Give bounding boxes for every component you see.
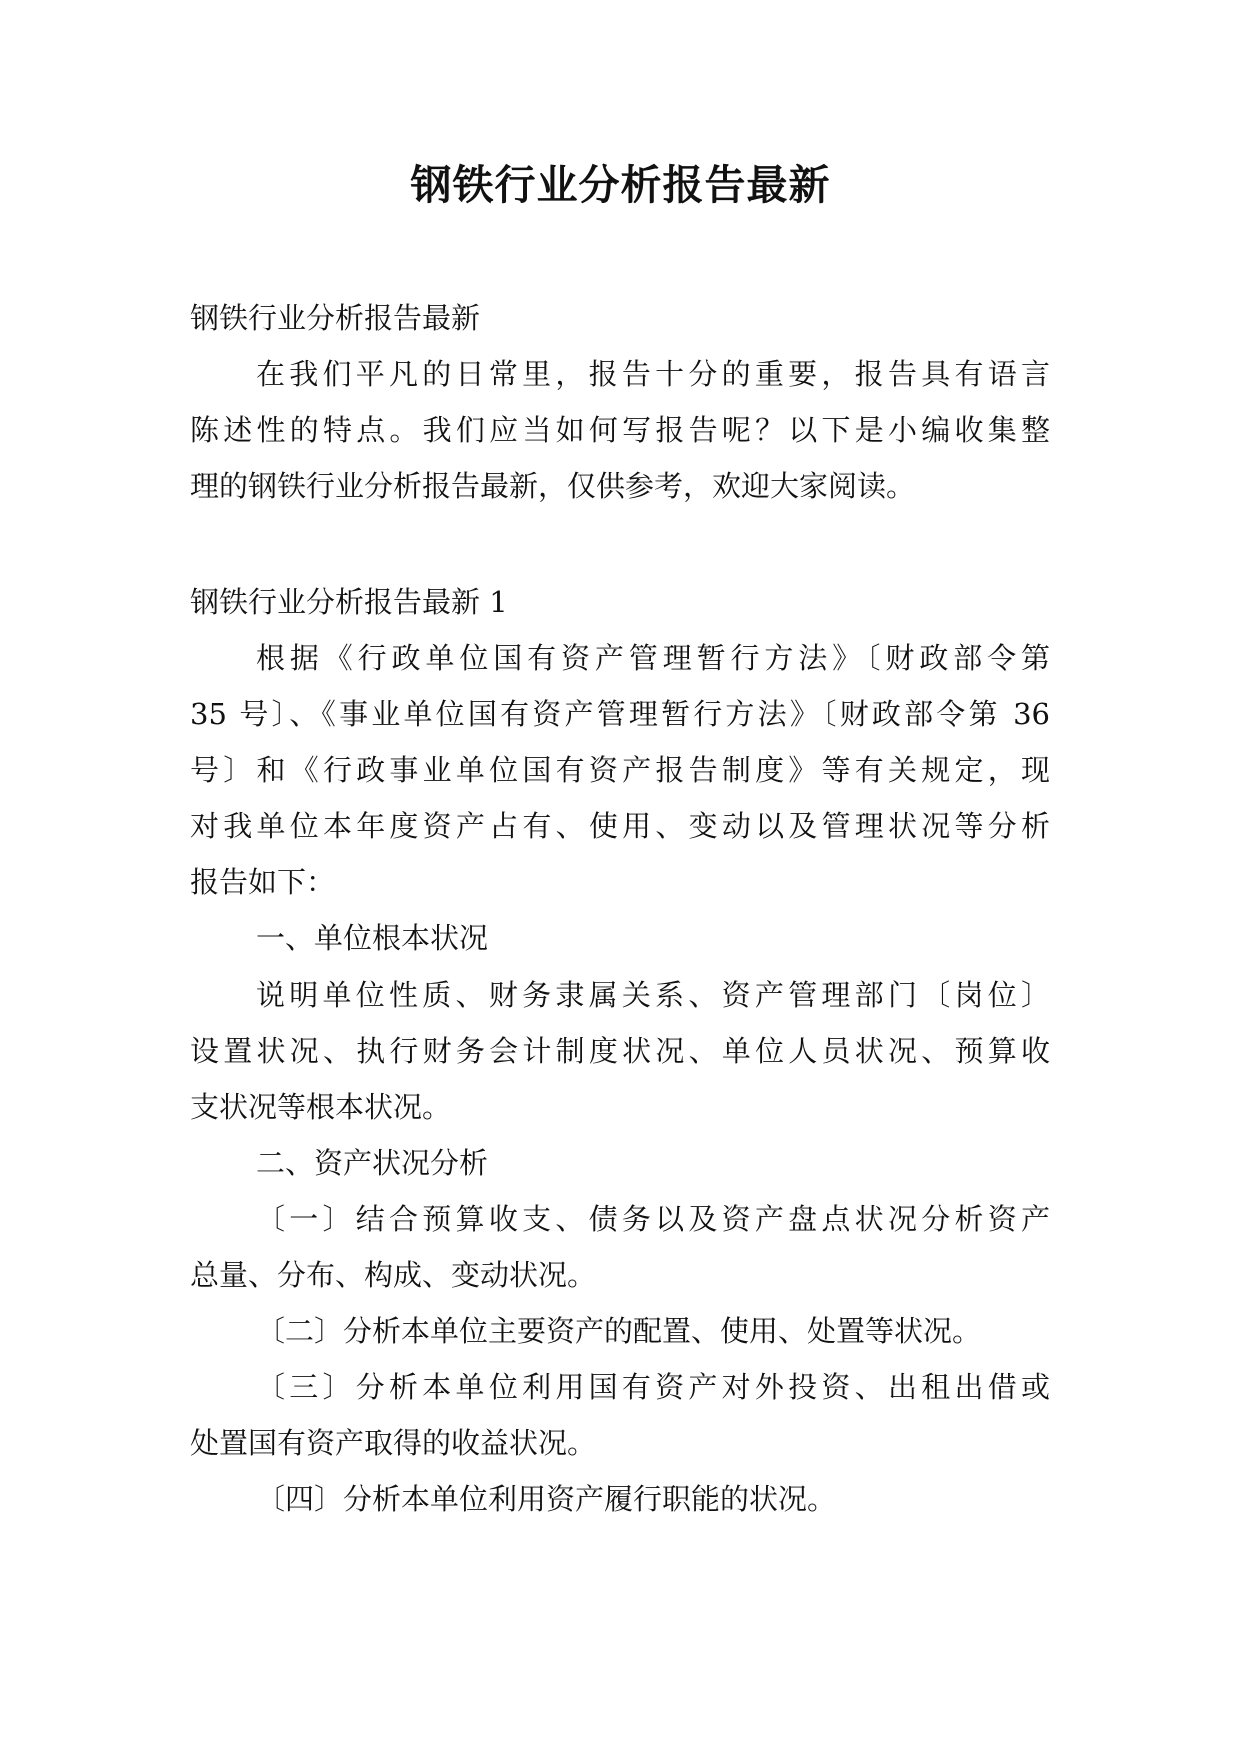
paragraph-line: 对我单位本年度资产占有、使用、变动以及管理状况等分析 xyxy=(190,809,1050,843)
paragraph-line: 号〕和《行政事业单位国有资产报告制度》等有关规定，现 xyxy=(190,753,1050,787)
paragraph-line: 总量、分布、构成、变动状况。 xyxy=(190,1258,597,1292)
paragraph-line: 〔四〕分析本单位利用资产履行职能的状况。 xyxy=(256,1482,837,1516)
section-heading: 钢铁行业分析报告最新 1 xyxy=(190,585,508,619)
paragraph-line: 支状况等根本状况。 xyxy=(190,1090,452,1124)
paragraph-line: 35 号〕、《事业单位国有资产管理暂行方法》〔财政部令第 36 xyxy=(190,697,1050,731)
paragraph-line: 报告如下： xyxy=(190,865,336,899)
subheading: 一、单位根本状况 xyxy=(256,921,489,955)
subheading: 二、资产状况分析 xyxy=(256,1146,489,1180)
paragraph-line: 说明单位性质、财务隶属关系、资产管理部门〔岗位〕 xyxy=(256,978,1050,1012)
document-title: 钢铁行业分析报告最新 xyxy=(410,161,831,209)
paragraph-line: 设置状况、执行财务会计制度状况、单位人员状况、预算收 xyxy=(190,1034,1050,1068)
paragraph-line: 〔三〕分析本单位利用国有资产对外投资、出租出借或 xyxy=(256,1370,1050,1404)
paragraph-line: 处置国有资产取得的收益状况。 xyxy=(190,1426,597,1460)
paragraph-line: 〔一〕结合预算收支、债务以及资产盘点状况分析资产 xyxy=(256,1202,1050,1236)
paragraph-line: 根据《行政单位国有资产管理暂行方法》〔财政部令第 xyxy=(256,641,1050,675)
paragraph-line: 陈述性的特点。我们应当如何写报告呢？以下是小编收集整 xyxy=(190,413,1050,447)
paragraph-line: 〔二〕分析本单位主要资产的配置、使用、处置等状况。 xyxy=(256,1314,982,1348)
paragraph-line: 在我们平凡的日常里，报告十分的重要，报告具有语言 xyxy=(256,357,1050,391)
subtitle-line: 钢铁行业分析报告最新 xyxy=(190,301,481,335)
paragraph-line: 理的钢铁行业分析报告最新，仅供参考，欢迎大家阅读。 xyxy=(190,469,916,503)
